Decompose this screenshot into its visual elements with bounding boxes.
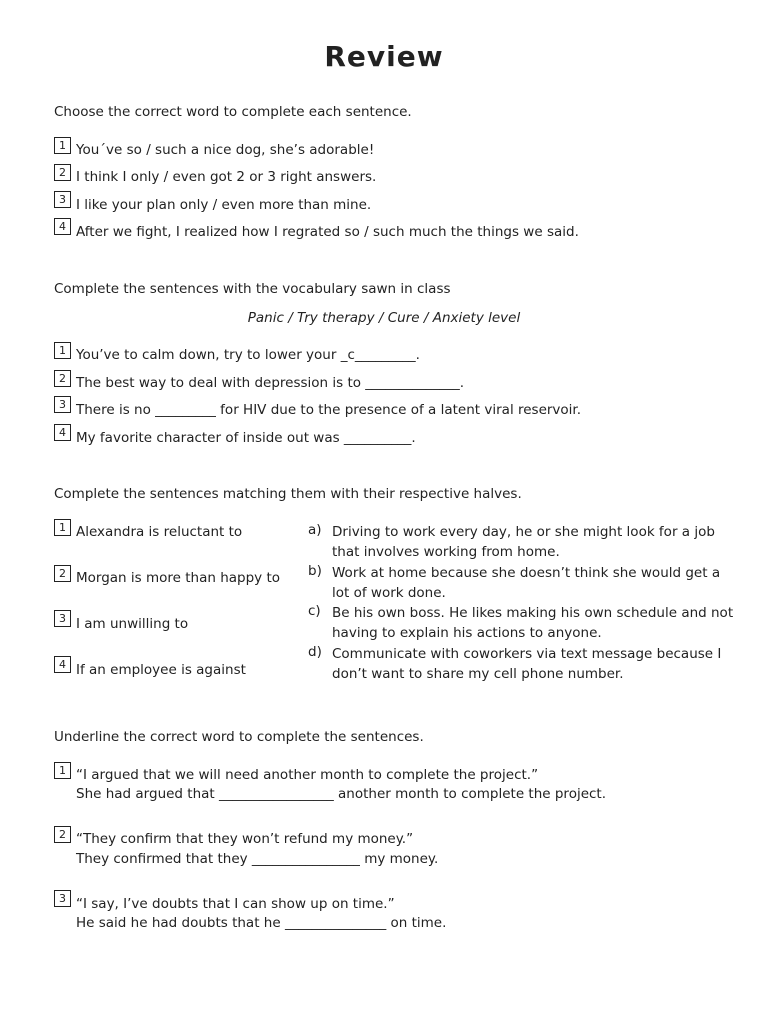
match-left-2: Morgan is more than happy to	[76, 570, 281, 586]
item-number-box: 1	[54, 762, 71, 779]
section3-instruction: Complete the sentences matching them with their respective halves.	[54, 486, 522, 502]
section1-sentence-2: I think I only / even got 2 or 3 right answers.	[76, 169, 377, 185]
match-letter: b)	[308, 563, 322, 579]
item-number-box: 4	[54, 218, 71, 235]
section4-quote-1: “I argued that we will need another month to complete the project.”	[76, 767, 539, 783]
match-text: Work at home because she doesn’t think she would get a lot of work done.	[332, 565, 721, 601]
item-number-box: 1	[54, 519, 71, 536]
match-text: Communicate with coworkers via text message because I don’t want to share my cell phone number.	[332, 646, 722, 682]
section1-instruction: Choose the correct word to complete each sentence.	[54, 104, 412, 120]
item-number-box: 2	[54, 370, 71, 387]
page-title: Review	[324, 40, 444, 73]
section2-sentence-1: You’ve to calm down, try to lower your _c_________.	[76, 347, 420, 363]
match-left-1: Alexandra is reluctant to	[76, 524, 243, 540]
section2-instruction: Complete the sentences with the vocabulary sawn in class	[54, 281, 451, 297]
item-number-box: 2	[54, 164, 71, 181]
item-number-box: 3	[54, 890, 71, 907]
match-letter: a)	[308, 522, 322, 538]
section2-sentence-4: My favorite character of inside out was __________.	[76, 430, 416, 446]
item-number-box: 3	[54, 396, 71, 413]
section2-sentence-3: There is no _________ for HIV due to the presence of a latent viral reservoir.	[76, 402, 582, 418]
section4-quote-3: “I say, I’ve doubts that I can show up on time.”	[76, 896, 395, 912]
item-number-box: 4	[54, 424, 71, 441]
item-number-box: 4	[54, 656, 71, 673]
item-number-box: 1	[54, 342, 71, 359]
section4-reported-2: They confirmed that they ________________ my money.	[76, 851, 439, 867]
match-left-3: I am unwilling to	[76, 616, 189, 632]
section4-quote-2: “They confirm that they won’t refund my money.”	[76, 831, 414, 847]
match-text: Driving to work every day, he or she might look for a job that involves working from home.	[332, 524, 715, 560]
section1-sentence-1: You´ve so / such a nice dog, she’s adorable!	[76, 142, 375, 158]
section2-sentence-2: The best way to deal with depression is to ______________.	[76, 375, 465, 391]
item-number-box: 1	[54, 137, 71, 154]
item-number-box: 2	[54, 826, 71, 843]
item-number-box: 2	[54, 565, 71, 582]
section4-reported-3: He said he had doubts that he _______________ on time.	[76, 915, 447, 931]
vocabulary-list: Panic / Try therapy / Cure / Anxiety level	[247, 310, 521, 326]
section1-sentence-4: After we fight, I realized how I regrated so / such much the things we said.	[76, 224, 579, 240]
match-letter: c)	[308, 603, 321, 619]
match-left-4: If an employee is against	[76, 662, 246, 678]
section1-sentence-3: I like your plan only / even more than mine.	[76, 197, 372, 213]
section4-instruction: Underline the correct word to complete the sentences.	[54, 729, 424, 745]
section4-reported-1: She had argued that _________________ another month to complete the project.	[76, 786, 607, 802]
item-number-box: 3	[54, 191, 71, 208]
match-letter: d)	[308, 644, 322, 660]
match-text: Be his own boss. He likes making his own schedule and not having to explain his actions to anyone.	[332, 605, 734, 641]
item-number-box: 3	[54, 610, 71, 627]
